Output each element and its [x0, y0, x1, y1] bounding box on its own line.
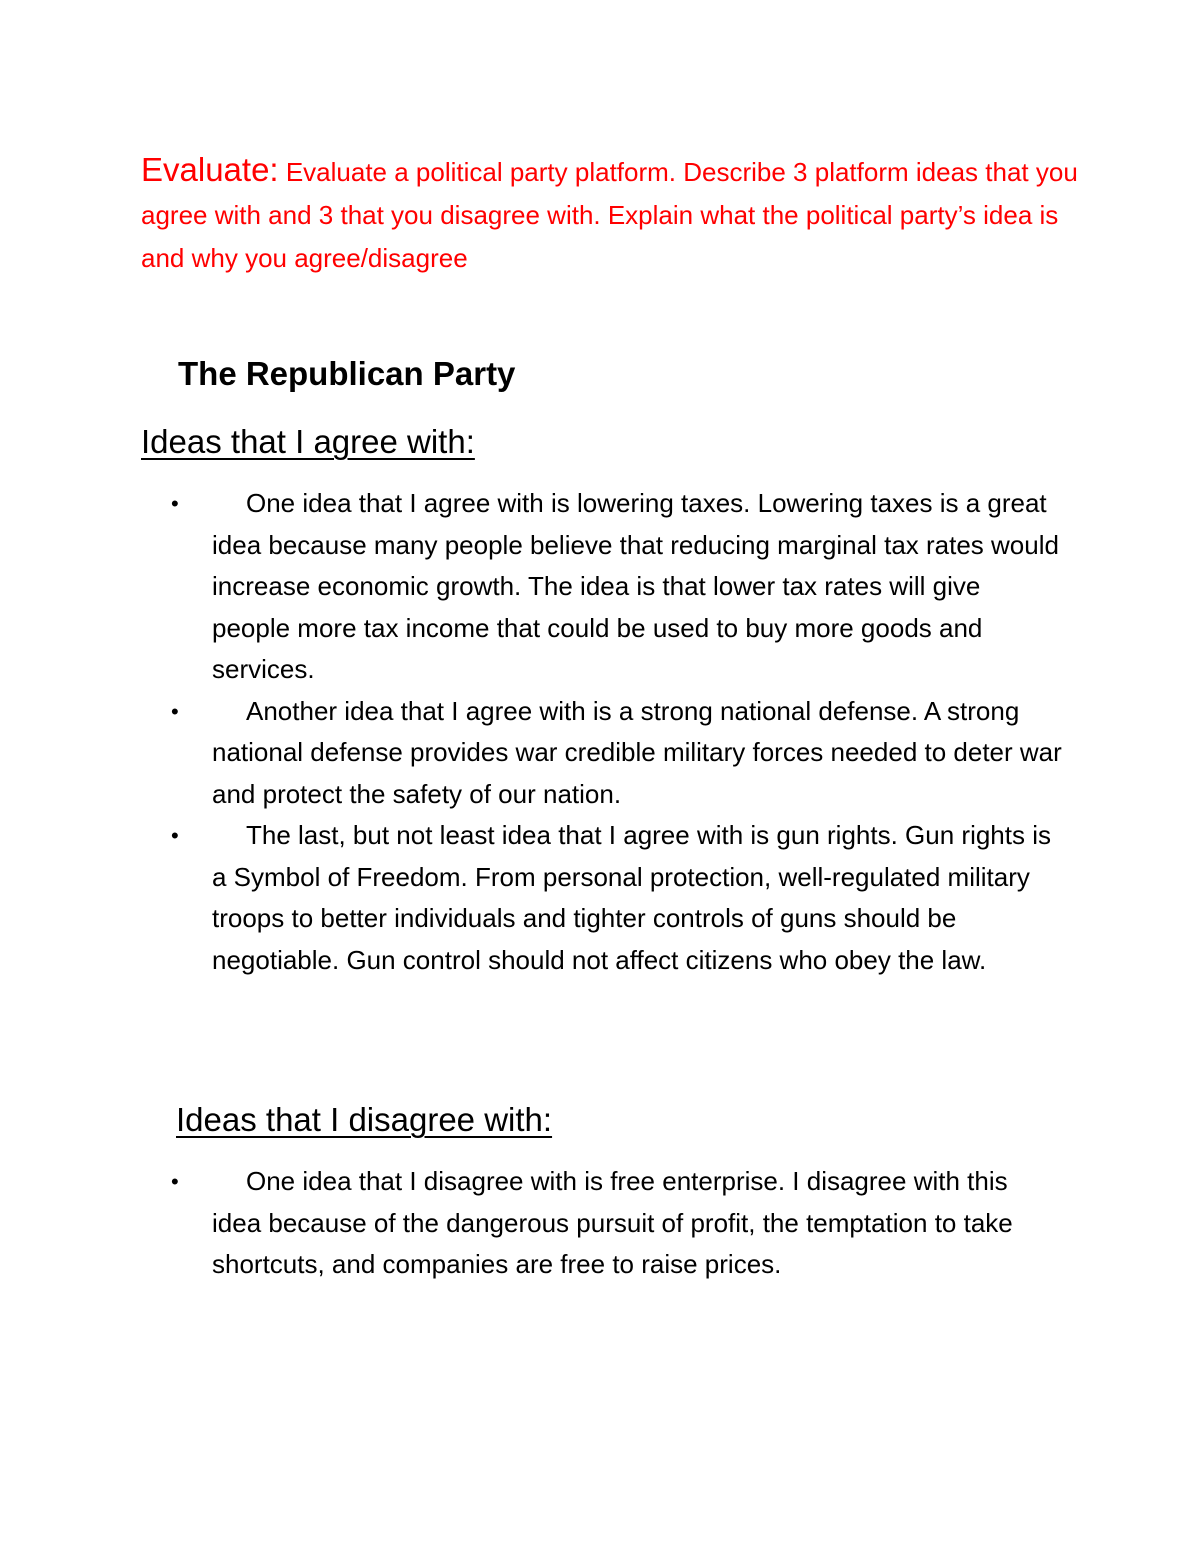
agree-item [0, 815, 1062, 981]
agree-heading: Ideas that I agree with: [141, 423, 475, 460]
disagree-item-text: One idea that I disagree with is free enterprise. I disagree with this idea because of the dangerous pursuit of profit, the temptation to take shortcuts, and companies are free to raise prices. [212, 1166, 1013, 1279]
agree-item-text: One idea that I agree with is lowering taxes. Lowering taxes is a great idea because many people believe that reducing marginal tax rates would increase economic growth. The idea is that lower tax rates will give people more tax income that could be used to buy more goods and services. [212, 488, 1059, 684]
disagree-list [0, 1161, 1062, 1286]
bullet-icon: • [171, 491, 179, 516]
agree-item [0, 483, 1062, 691]
agree-item-text: Another idea that I agree with is a strong national defense. A strong national defense provides war credible military forces needed to deter war and protect the safety of our nation. [212, 695, 1062, 809]
party-title: The Republican Party [178, 355, 516, 392]
bullet-icon: • [171, 823, 179, 848]
disagree-heading: Ideas that I disagree with: [176, 1101, 553, 1138]
agree-item-text: The last, but not least idea that I agree with is gun rights. Gun rights is a Symbol of Freedom. From personal protection, well-regulated military troops to better individuals and tighter controls of guns should be negotiable. Gun control should not affect citizens who obey the law. [212, 820, 1051, 975]
agree-list [0, 483, 1062, 981]
prompt-text: Evaluate a political party platform. Describe 3 platform ideas that you agree with and 3 that you disagree with. Explain what the political party’s idea is and why you agree/disagree [141, 157, 1078, 273]
assignment-prompt [141, 148, 1081, 280]
prompt-label: Evaluate: [141, 151, 279, 188]
agree-item [0, 691, 1062, 816]
bullet-icon: • [171, 698, 179, 724]
bullet-icon: • [171, 1169, 179, 1194]
disagree-item [0, 1161, 1062, 1286]
